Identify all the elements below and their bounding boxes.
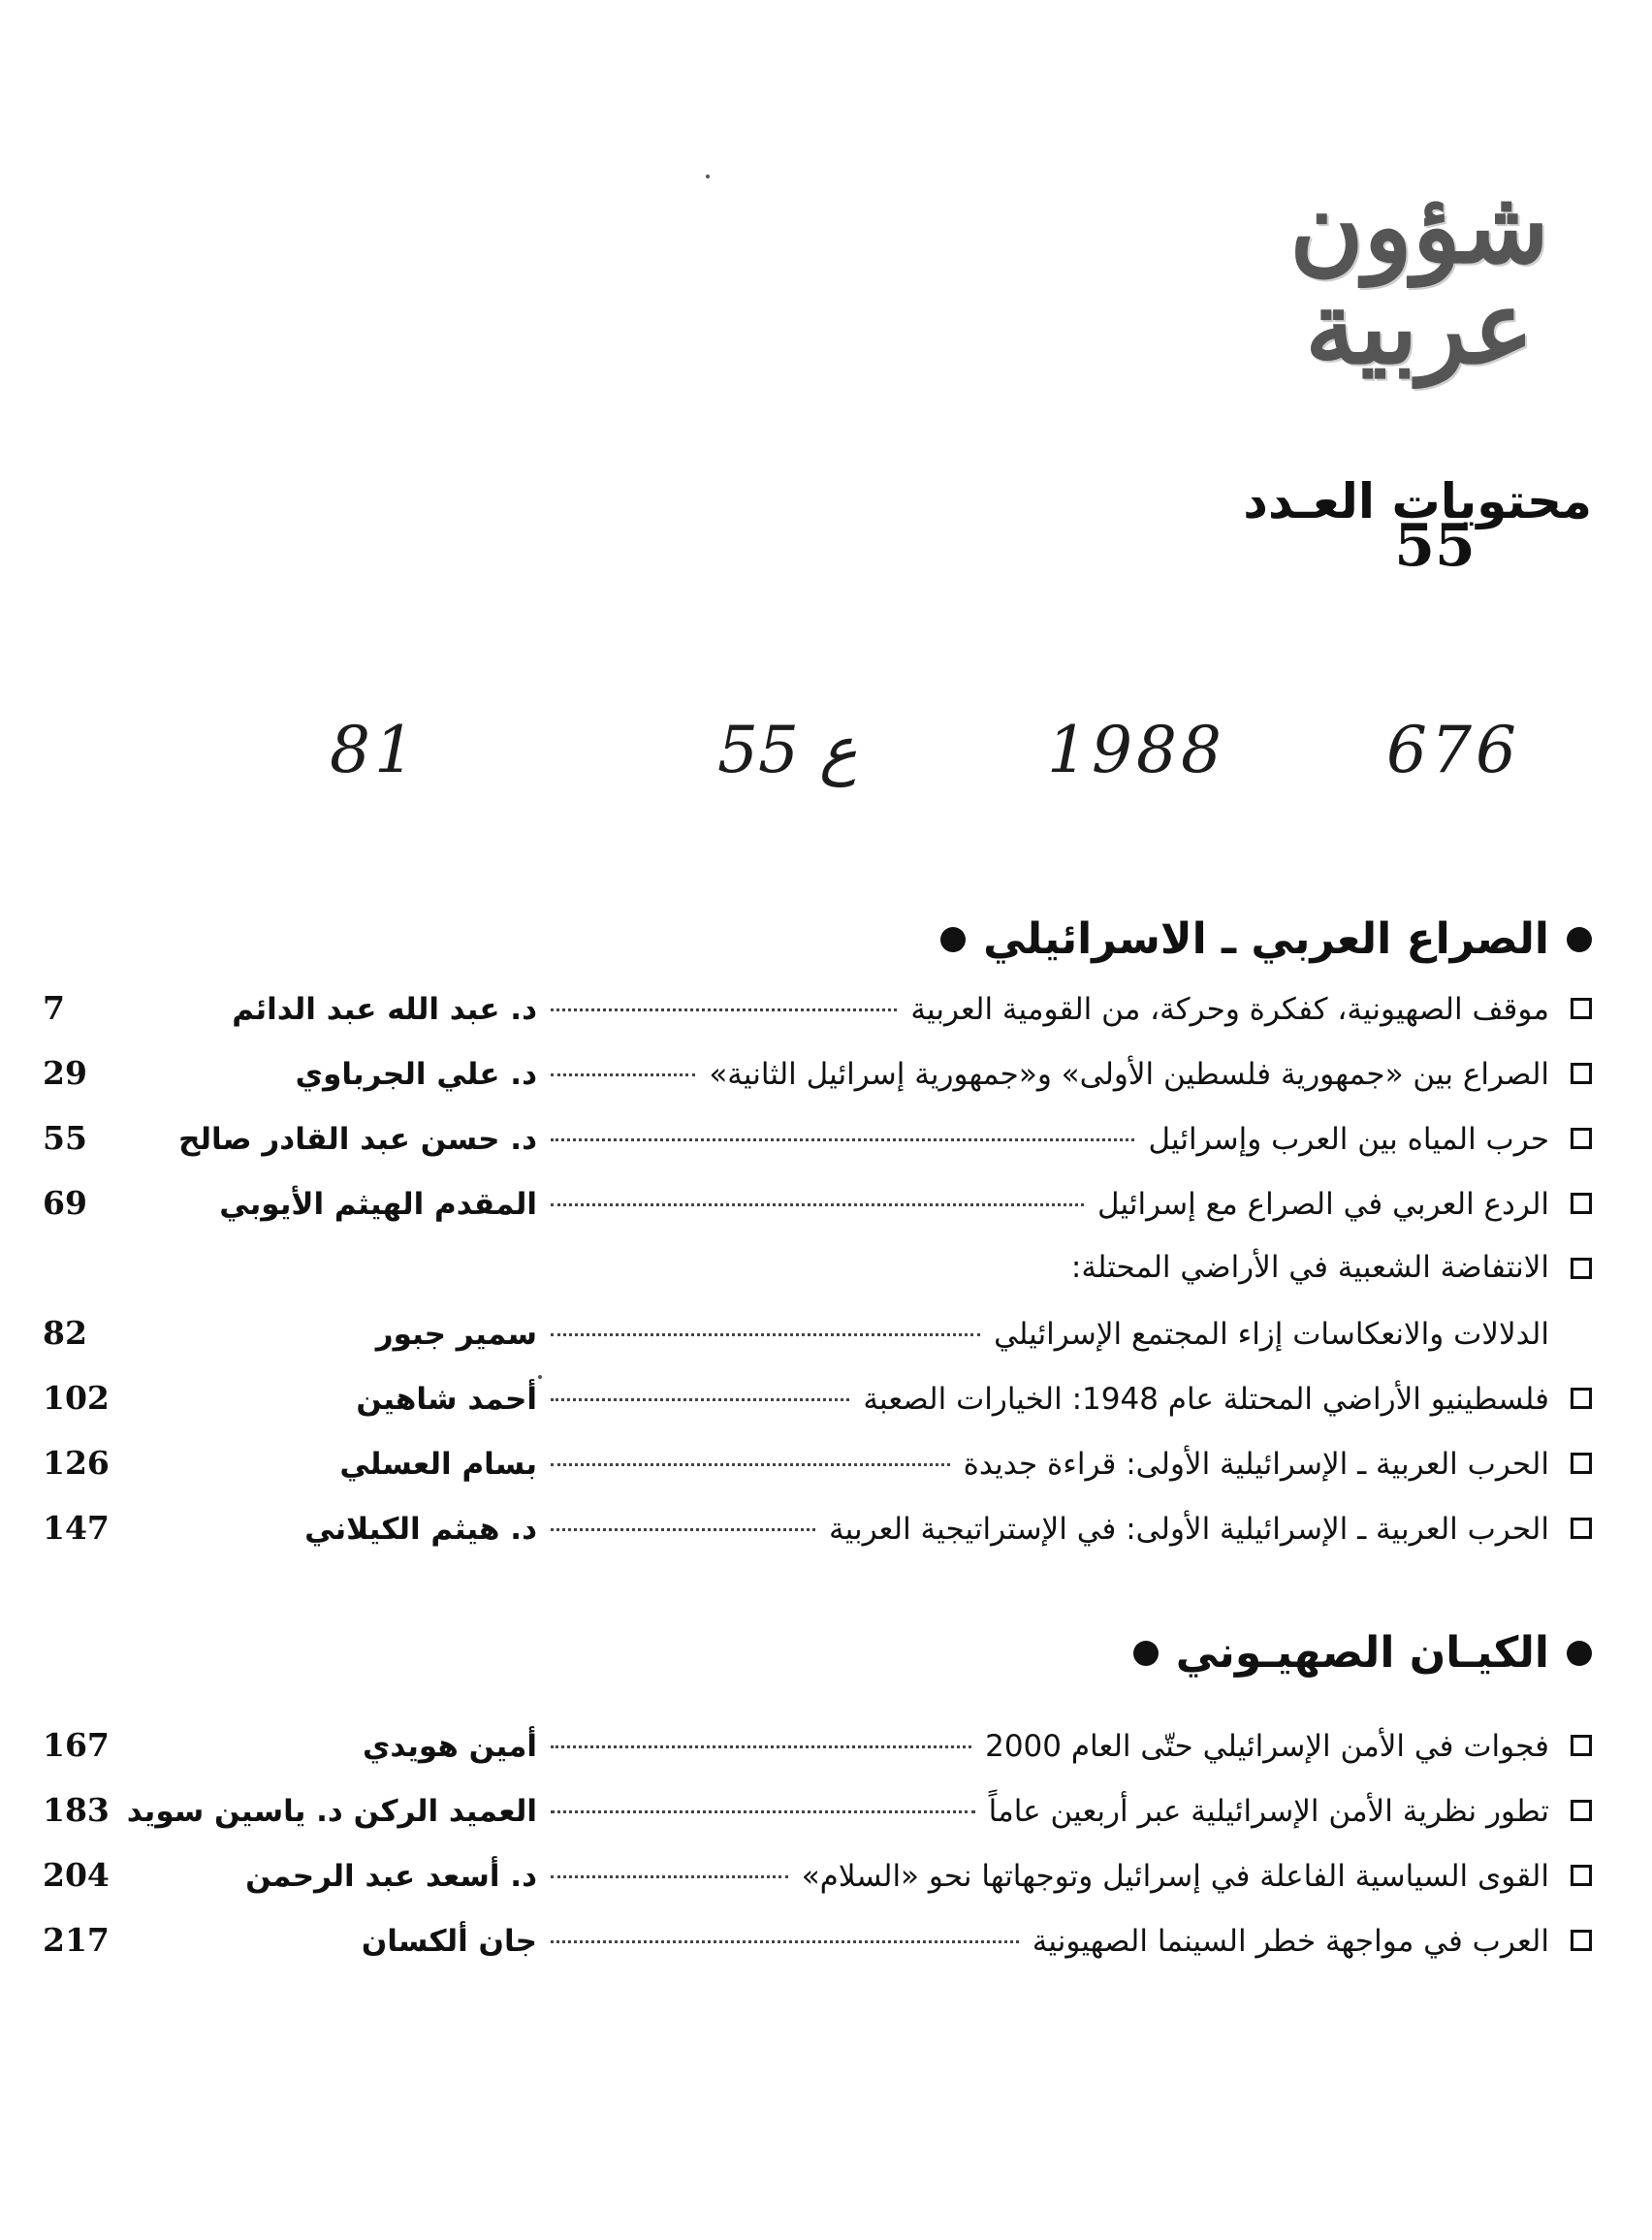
entry-subtitle: الدلالات والانعكاسات إزاء المجتمع الإسرائيلي <box>994 1317 1549 1352</box>
entry-title: الردع العربي في الصراع مع إسرائيل <box>1097 1187 1549 1222</box>
entry-author: د. أسعد عبد الرحمن <box>245 1859 537 1894</box>
entry-title: الحرب العربية ـ الإسرائيلية الأولى: قراءة جديدة <box>963 1447 1549 1482</box>
checkbox-icon <box>1571 1800 1592 1821</box>
entry-title: الحرب العربية ـ الإسرائيلية الأولى: في الإستراتيجية العربية <box>828 1512 1549 1547</box>
entry-title: العرب في مواجهة خطر السينما الصهيونية <box>1032 1924 1549 1959</box>
toc-entry[interactable] <box>43 1842 1592 1907</box>
entry-author: العميد الركن د. ياسين سويد <box>126 1794 537 1829</box>
section-title-text: الكيـان الصهيـوني <box>1175 1628 1549 1678</box>
speck-mark <box>706 175 710 178</box>
entry-page: 82 <box>43 1314 87 1352</box>
entry-author: د. علي الجرباوي <box>295 1057 537 1092</box>
handwritten-year: 1988 <box>1047 713 1225 787</box>
toc-entry[interactable] <box>43 1777 1592 1842</box>
entry-author: د. عبد الله عبد الدائم <box>232 992 537 1027</box>
contents-title: محتويات العـدد <box>1243 473 1592 529</box>
entry-title: حرب المياه بين العرب وإسرائيل <box>1148 1122 1549 1157</box>
handwritten-note <box>330 713 1532 829</box>
entry-author: أحمد شاهين <box>356 1382 537 1417</box>
dot-leader <box>551 1745 971 1748</box>
bullet-icon <box>940 927 966 952</box>
masthead-line-1: شؤون <box>1289 167 1549 286</box>
checkbox-icon <box>1571 1063 1592 1084</box>
bullet-icon <box>1567 927 1592 952</box>
dot-leader <box>551 1008 897 1011</box>
dot-leader <box>551 1940 1019 1943</box>
dot-leader <box>551 1398 849 1401</box>
section-zionist-entity <box>43 1617 1592 1972</box>
entry-author: أمين هويدي <box>362 1729 537 1764</box>
toc-entry[interactable] <box>43 1170 1592 1235</box>
masthead-logo <box>1274 167 1565 387</box>
entry-author: بسام العسلي <box>339 1447 537 1482</box>
dot-leader <box>551 1463 950 1466</box>
toc-entry-continuation[interactable] <box>43 1300 1592 1365</box>
entry-author: المقدم الهيثم الأيوبي <box>219 1187 537 1222</box>
toc-entry[interactable] <box>43 1907 1592 1972</box>
dot-leader <box>551 1810 975 1813</box>
entry-title: القوى السياسية الفاعلة في إسرائيل وتوجهاتها نحو «السلام» <box>801 1859 1549 1894</box>
checkbox-icon <box>1571 1193 1592 1214</box>
bullet-icon <box>1567 1641 1592 1666</box>
entry-page: 126 <box>43 1444 110 1482</box>
dot-leader <box>551 1138 1134 1141</box>
toc-entry[interactable] <box>43 1712 1592 1777</box>
handwritten-number-2: 81 <box>330 713 419 787</box>
section-arab-israeli-conflict <box>43 904 1592 1560</box>
entry-author: د. هيثم الكيلاني <box>304 1512 537 1547</box>
toc-entry[interactable] <box>43 1430 1592 1495</box>
dot-leader <box>551 1875 788 1878</box>
checkbox-icon <box>1571 998 1592 1019</box>
entry-page: 167 <box>43 1726 110 1764</box>
handwritten-number-1: 676 <box>1386 713 1520 787</box>
masthead-line-2: عربية <box>1305 268 1534 387</box>
entry-page: 102 <box>43 1379 110 1417</box>
handwritten-issue: ع 55 <box>717 713 858 787</box>
dot-leader <box>551 1203 1084 1206</box>
entry-title: الانتفاضة الشعبية في الأراضي المحتلة: <box>1070 1250 1549 1285</box>
entry-author: د. حسن عبد القادر صالح <box>178 1122 537 1157</box>
section-title <box>43 1617 1592 1689</box>
entry-title: موقف الصهيونية، كفكرة وحركة، من القومية العربية <box>910 992 1549 1027</box>
section-title-text: الصراع العربي ـ الاسرائيلي <box>983 914 1549 964</box>
checkbox-icon <box>1571 1388 1592 1409</box>
checkbox-icon <box>1571 1518 1592 1539</box>
entry-author: سمير جبور <box>375 1317 537 1352</box>
entry-page: 217 <box>43 1921 110 1959</box>
entry-title: فلسطينيو الأراضي المحتلة عام 1948: الخيارات الصعبة <box>863 1382 1549 1417</box>
entry-title: الصراع بين «جمهورية فلسطين الأولى» و«جمهورية إسرائيل الثانية» <box>709 1057 1549 1092</box>
checkbox-icon <box>1571 1453 1592 1474</box>
checkbox-icon <box>1571 1735 1592 1756</box>
entry-author: جان ألكسان <box>361 1924 537 1959</box>
toc-entry[interactable] <box>43 1235 1592 1300</box>
dot-leader <box>551 1528 815 1531</box>
toc-entry[interactable] <box>43 1040 1592 1105</box>
bullet-icon <box>1133 1641 1159 1666</box>
checkbox-icon <box>1571 1930 1592 1951</box>
entry-page: 7 <box>43 989 65 1027</box>
toc-entry[interactable] <box>43 976 1592 1040</box>
dot-leader <box>551 1333 980 1336</box>
checkbox-icon <box>1571 1128 1592 1149</box>
dot-leader <box>551 1073 695 1076</box>
section-title <box>43 904 1592 976</box>
toc-entry[interactable] <box>43 1365 1592 1430</box>
entry-title: فجوات في الأمن الإسرائيلي حتّى العام 2000 <box>985 1729 1549 1764</box>
entry-page: 29 <box>43 1054 87 1092</box>
checkbox-icon <box>1571 1865 1592 1886</box>
checkbox-icon <box>1571 1258 1592 1279</box>
toc-entry[interactable] <box>43 1105 1592 1170</box>
entry-page: 204 <box>43 1856 110 1894</box>
toc-entry[interactable] <box>43 1495 1592 1560</box>
entry-page: 147 <box>43 1509 110 1547</box>
entry-title: تطور نظرية الأمن الإسرائيلية عبر أربعين عاماً <box>988 1794 1549 1829</box>
entry-page: 183 <box>43 1791 110 1829</box>
entry-page: 55 <box>43 1119 87 1157</box>
issue-number: 55 <box>1394 512 1476 580</box>
entry-page: 69 <box>43 1184 87 1222</box>
